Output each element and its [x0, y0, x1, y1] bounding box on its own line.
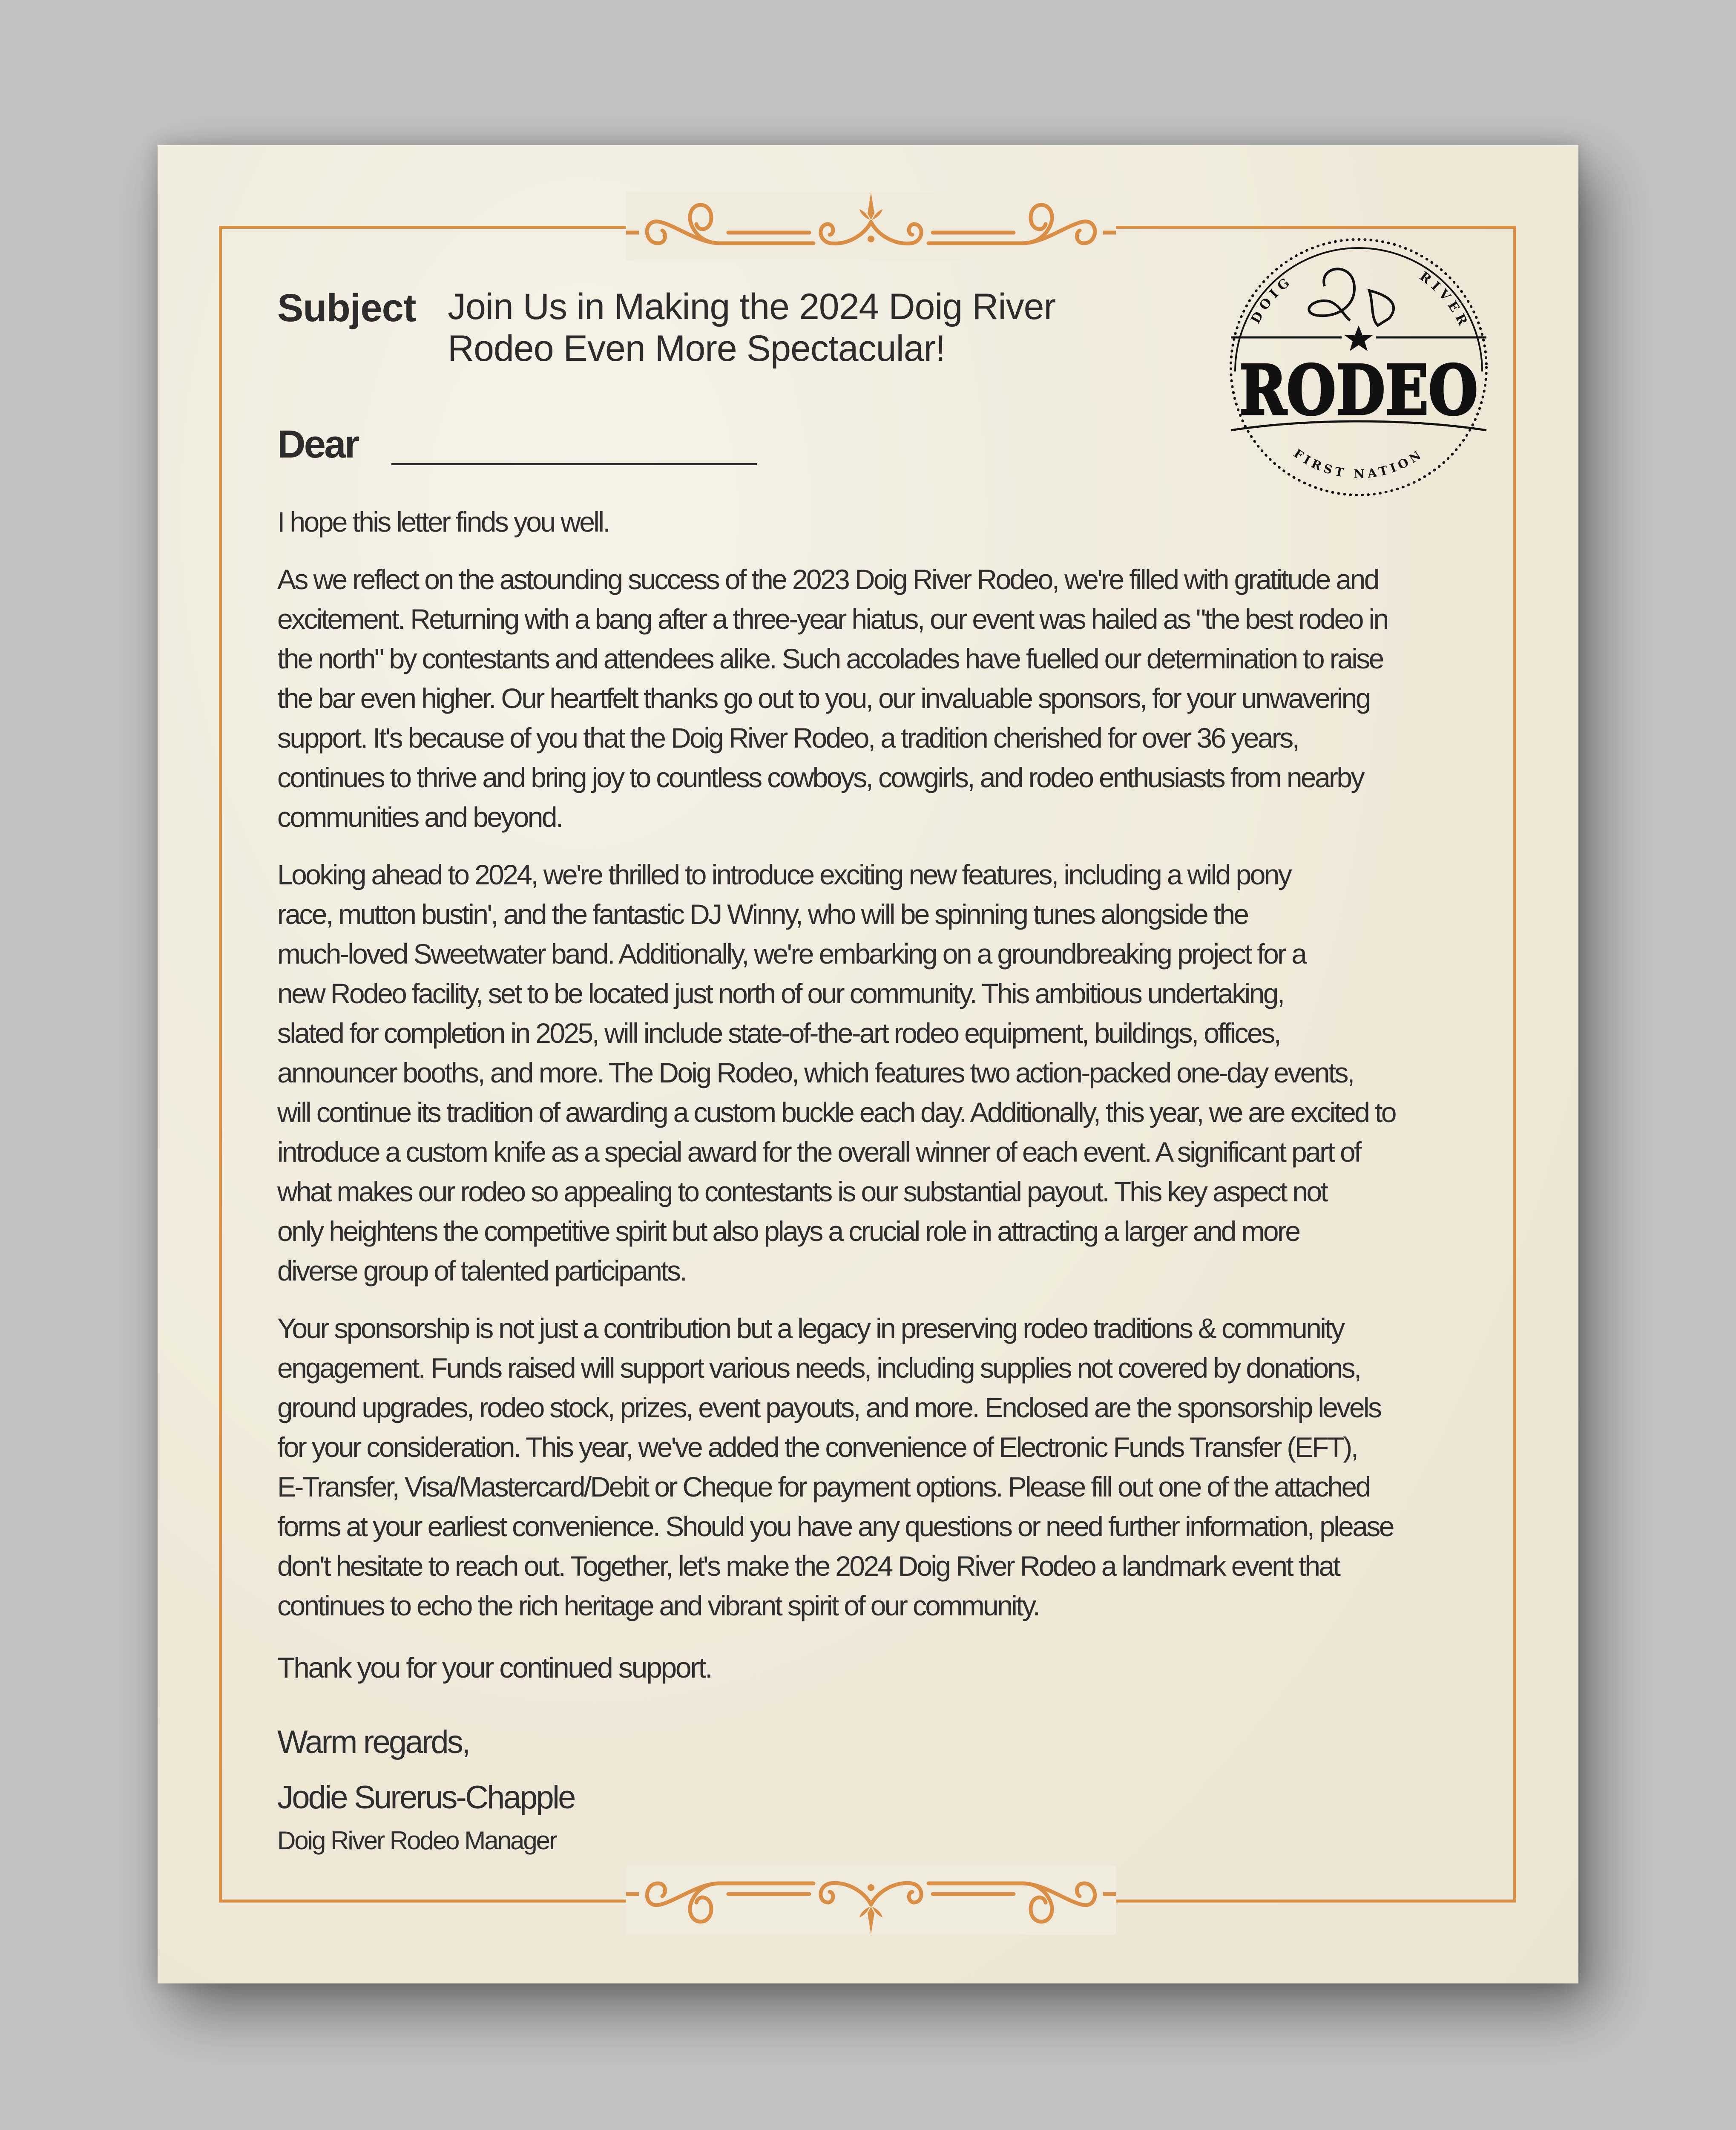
body-line: E-Transfer, Visa/Mastercard/Debit or Cheque for payment options. Please fill out one of the attached: [277, 1471, 1370, 1503]
logo-doig-text: DOIG: [1248, 273, 1296, 326]
paragraph: [277, 560, 1512, 837]
subject-line: Rodeo Even More Spectacular!: [448, 328, 946, 369]
greeting: Dear: [277, 423, 358, 466]
body-line: support. It's because of you that the Doig River Rodeo, a tradition cherished for over 36 years,: [277, 722, 1299, 754]
paragraph: [277, 855, 1512, 1291]
body-line: communities and beyond.: [277, 801, 562, 833]
svg-text:FIRST NATION: [1291, 446, 1426, 481]
rodeo-logo: [1222, 231, 1495, 496]
signer-name: Jodie Surerus-Chapple: [277, 1779, 575, 1816]
body-line: the north" by contestants and attendees alike. Such accolades have fuelled our determination to raise: [277, 643, 1383, 674]
body-line: forms at your earliest convenience. Should you have any questions or need further information, please: [277, 1511, 1393, 1542]
top-ornament-icon: [626, 192, 1116, 260]
body-line: introduce a custom knife as a special award for the overall winner of each event. A significant part of: [277, 1136, 1360, 1168]
subject-label: Subject: [277, 286, 416, 330]
paragraph: [277, 1309, 1512, 1626]
svg-text:DOIG: [1248, 273, 1296, 326]
subject-line: Join Us in Making the 2024 Doig River: [448, 286, 1056, 327]
body-line: ground upgrades, rodeo stock, prizes, event payouts, and more. Enclosed are the sponsorship levels: [277, 1392, 1381, 1423]
body-line: race, mutton bustin', and the fantastic DJ Winny, who will be spinning tunes alongside the: [277, 898, 1248, 930]
closing-regards: Warm regards,: [277, 1724, 469, 1760]
recipient-blank-line: [391, 463, 757, 465]
body-line: Your sponsorship is not just a contribution but a legacy in preserving rodeo traditions & community: [277, 1313, 1344, 1344]
body-line: for your consideration. This year, we've added the convenience of Electronic Funds Transfer (EFT),: [277, 1431, 1357, 1463]
logo-rodeo-text: RODEO: [1239, 350, 1478, 430]
body-line: diverse group of talented participants.: [277, 1255, 686, 1287]
svg-text:RIVER: [1417, 269, 1472, 331]
body-line: excitement. Returning with a bang after a three-year hiatus, our event was hailed as "the best rodeo in: [277, 603, 1388, 635]
subject-text: [448, 286, 1055, 369]
body-line: will continue its tradition of awarding a custom buckle each day. Additionally, this year, we are excited to: [277, 1097, 1395, 1128]
body-line: I hope this letter finds you well.: [277, 506, 609, 538]
body-line: announcer booths, and more. The Doig Rodeo, which features two action-packed one-day events,: [277, 1057, 1354, 1088]
body-line: continues to echo the rich heritage and vibrant spirit of our community.: [277, 1590, 1039, 1621]
body-line: As we reflect on the astounding success of the 2023 Doig River Rodeo, we're filled with gratitude and: [277, 564, 1378, 595]
signer-title: Doig River Rodeo Manager: [277, 1826, 557, 1855]
subject-block: [277, 286, 1055, 369]
body-line: don't hesitate to reach out. Together, let's make the 2024 Doig River Rodeo a landmark event that: [277, 1550, 1339, 1582]
body-line: new Rodeo facility, set to be located just north of our community. This ambitious undertaking,: [277, 978, 1284, 1009]
body-line: slated for completion in 2025, will include state-of-the-art rodeo equipment, buildings, offices,: [277, 1017, 1280, 1049]
logo-first-nation-text: FIRST NATION: [1291, 446, 1426, 481]
letter-page: [158, 145, 1578, 1983]
body-line: the bar even higher. Our heartfelt thanks go out to you, our invaluable sponsors, for your unwavering: [277, 682, 1370, 714]
thank-you-line: Thank you for your continued support.: [277, 1652, 712, 1684]
bottom-ornament-icon: [626, 1866, 1116, 1934]
body-line: what makes our rodeo so appealing to contestants is our substantial payout. This key aspect not: [277, 1176, 1327, 1207]
body-line: much-loved Sweetwater band. Additionally, we're embarking on a groundbreaking project for a: [277, 938, 1306, 970]
paragraph: [277, 502, 1512, 542]
body-line: Looking ahead to 2024, we're thrilled to introduce exciting new features, including a wild pony: [277, 859, 1291, 890]
body-line: continues to thrive and bring joy to countless cowboys, cowgirls, and rodeo enthusiasts from nearby: [277, 762, 1363, 793]
letter-body: [277, 502, 1512, 1644]
body-line: only heightens the competitive spirit but also plays a crucial role in attracting a larger and more: [277, 1215, 1299, 1247]
logo-river-text: RIVER: [1417, 269, 1472, 332]
body-line: engagement. Funds raised will support various needs, including supplies not covered by donations,: [277, 1352, 1360, 1384]
